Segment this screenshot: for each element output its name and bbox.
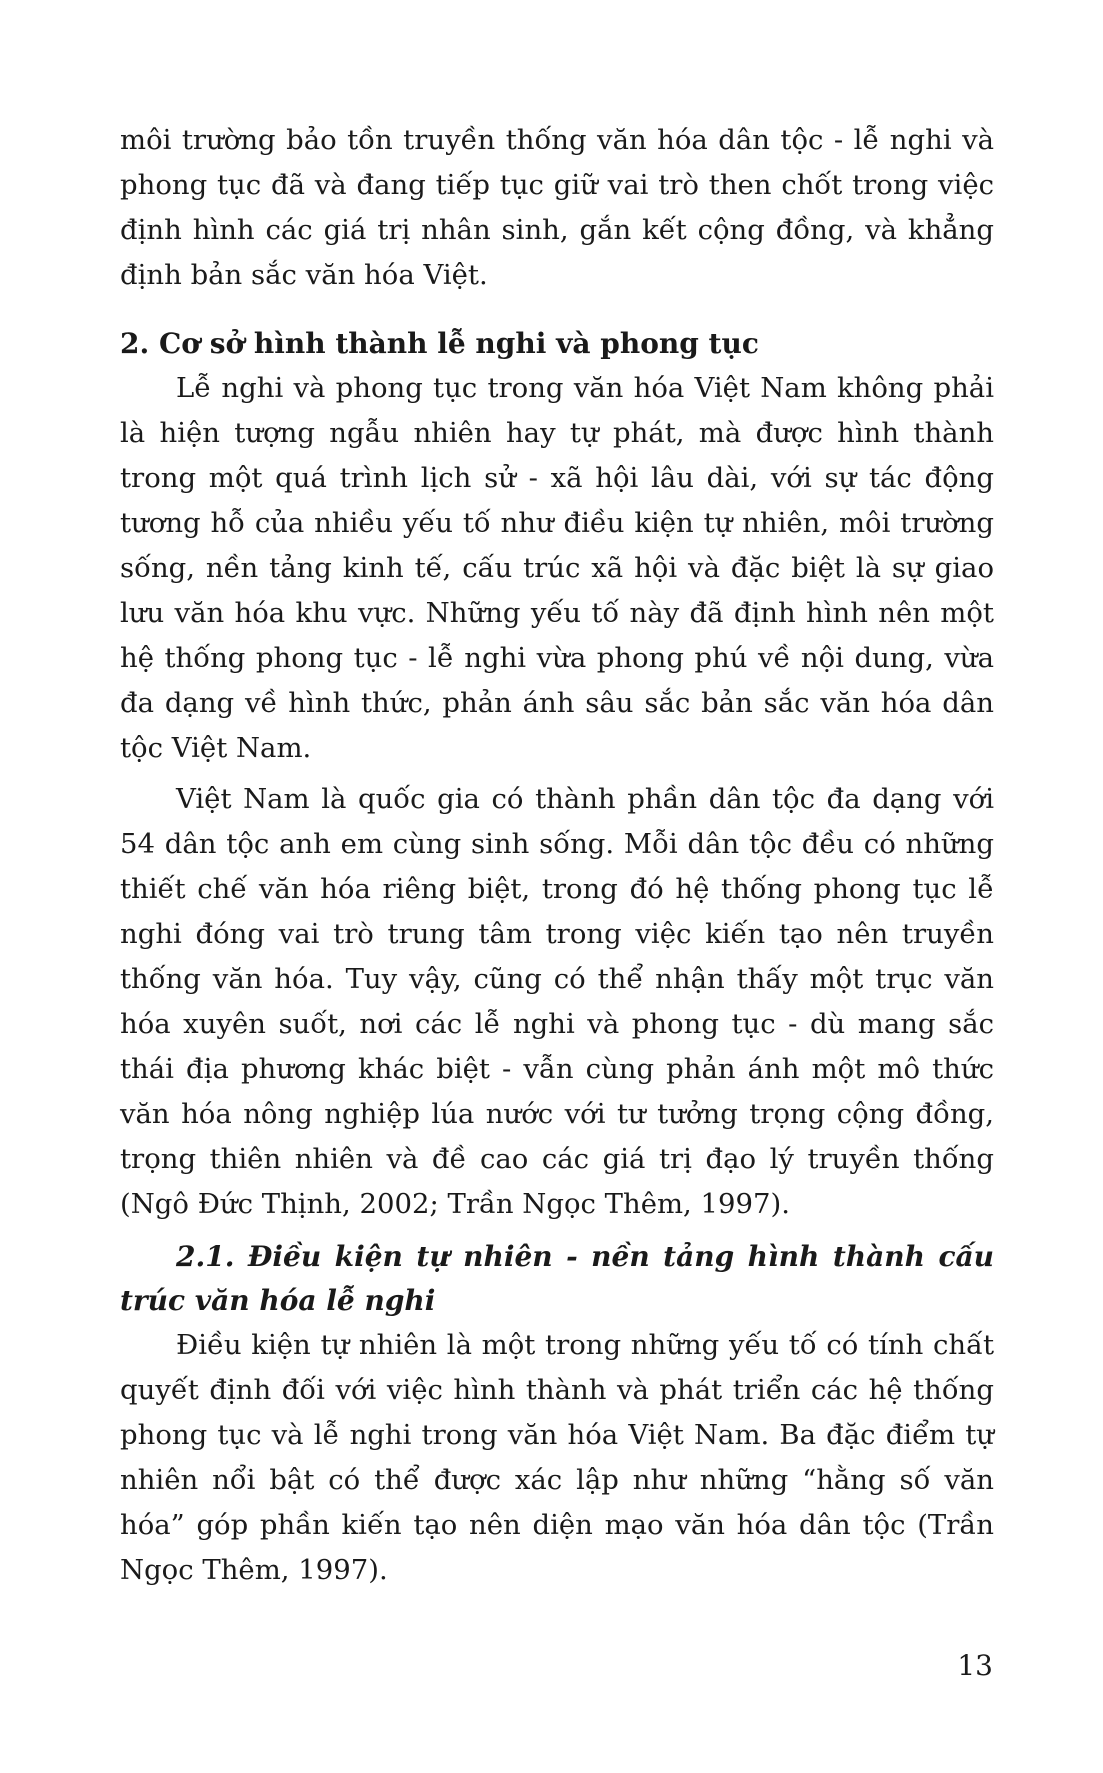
page-number: 13 xyxy=(957,1649,993,1682)
subsection-paragraph: Điều kiện tự nhiên là một trong những yếu tố có tính chất quyết định đối với việc hình thành và phát triển các hệ thống phong tục và lễ nghi trong văn hóa Việt Nam. Ba đặc điểm tự nhiên nổi bật có thể được xác lập như những “hằng số văn hóa” góp phần kiến tạo nên diện mạo văn hóa dân tộc (Trần Ngọc Thêm, 1997). xyxy=(120,1329,994,1586)
section-paragraph-2: Việt Nam là quốc gia có thành phần dân tộc đa dạng với 54 dân tộc anh em cùng sinh sống. Mỗi dân tộc đều có những thiết chế văn hóa riêng biệt, trong đó hệ thống phong tục lễ nghi đóng vai trò trung tâm trong việc kiến tạo nên truyền thống văn hóa. Tuy vậy, cũng có thể nhận thấy một trục văn hóa xuyên suốt, nơi các lễ nghi và phong tục - dù mang sắc thái địa phương khác biệt - vẫn cùng phản ánh một mô thức văn hóa nông nghiệp lúa nước với tư tưởng trọng cộng đồng, trọng thiên nhiên và đề cao các giá trị đạo lý truyền thống (Ngô Đức Thịnh, 2002; Trần Ngọc Thêm, 1997). xyxy=(120,783,994,1220)
intro-paragraph: môi trường bảo tồn truyền thống văn hóa dân tộc - lễ nghi và phong tục đã và đang tiếp tục giữ vai trò then chốt trong việc định hình các giá trị nhân sinh, gắn kết cộng đồng, và khẳng định bản sắc văn hóa Việt. xyxy=(120,124,994,291)
section-paragraph-1: Lễ nghi và phong tục trong văn hóa Việt Nam không phải là hiện tượng ngẫu nhiên hay tự phát, mà được hình thành trong một quá trình lịch sử - xã hội lâu dài, với sự tác động tương hỗ của nhiều yếu tố như điều kiện tự nhiên, môi trường sống, nền tảng kinh tế, cấu trúc xã hội và đặc biệt là sự giao lưu văn hóa khu vực. Những yếu tố này đã định hình nên một hệ thống phong tục - lễ nghi vừa phong phú về nội dung, vừa đa dạng về hình thức, phản ánh sâu sắc bản sắc văn hóa dân tộc Việt Nam. xyxy=(120,372,994,764)
section-heading: 2. Cơ sở hình thành lễ nghi và phong tục xyxy=(120,327,759,360)
document-page xyxy=(120,118,994,1593)
subsection-heading: 2.1. Điều kiện tự nhiên - nền tảng hình thành cấu trúc văn hóa lễ nghi xyxy=(120,1240,994,1317)
